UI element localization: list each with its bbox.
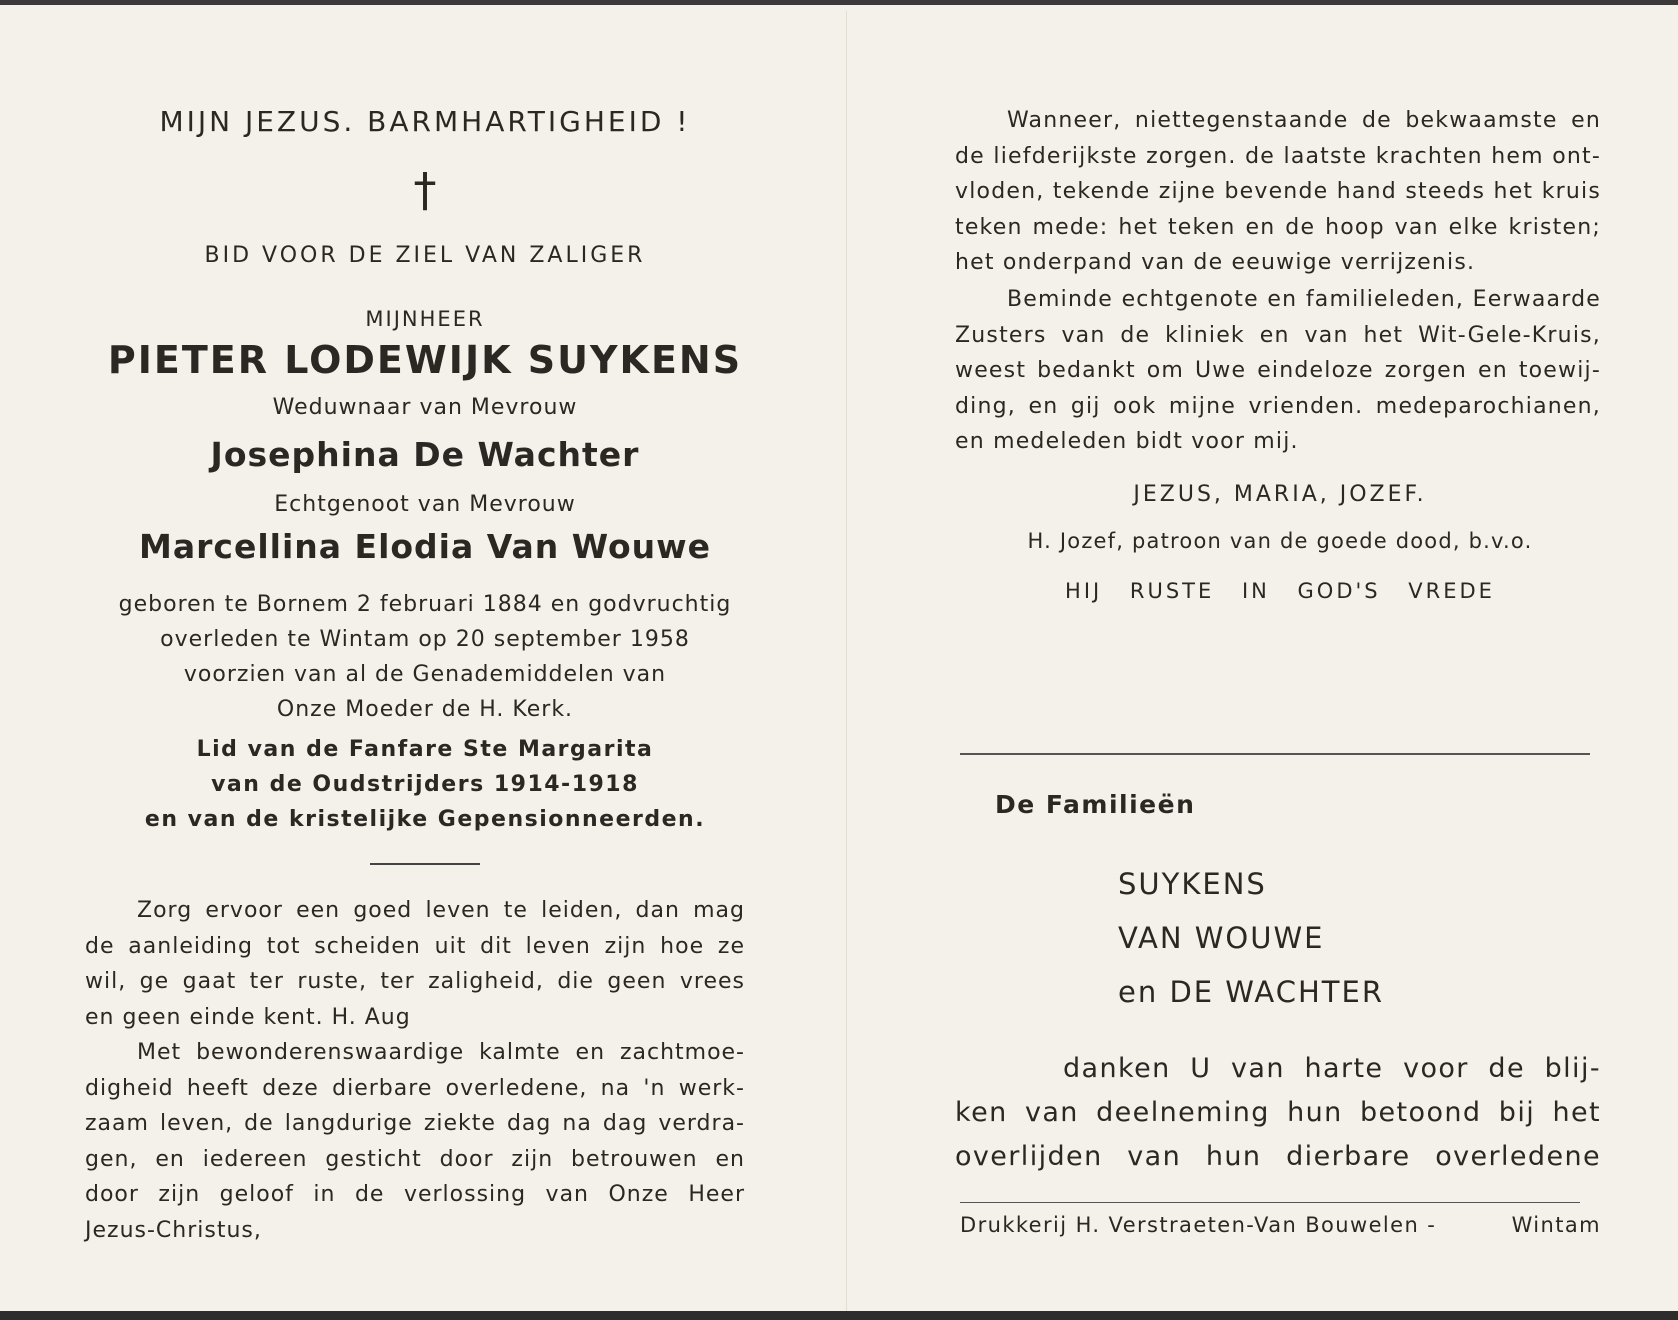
printer-credit	[960, 1213, 1601, 1237]
first-wife-name: Josephina De Wachter	[210, 435, 640, 474]
printer-name: Drukkerij H. Verstraeten-Van Bouwelen -	[960, 1213, 1437, 1237]
paragraph-line: de liefderijkste zorgen. de laatste krachten hem ont-	[955, 143, 1601, 169]
spouse-label: Echtgenoot van Mevrouw	[274, 492, 576, 517]
invocation: JEZUS, MARIA, JOZEF.	[1133, 482, 1427, 507]
tribute-line: gen, en iedereen gesticht door zijn betrouwen en	[85, 1146, 745, 1172]
card-fold	[846, 11, 847, 1311]
tribute-line: digheid heeft deze dierbare overledene, na 'n werk-	[85, 1075, 745, 1101]
bio-line: geboren te Bornem 2 februari 1884 en godvruchtig	[118, 592, 732, 617]
quote-line: Zorg ervoor een goed leven te leiden, dan mag	[137, 898, 745, 923]
birth-death-info	[85, 587, 765, 727]
farewell-paragraph	[955, 282, 1601, 460]
cross-icon: †	[413, 163, 437, 217]
membership-line: van de Oudstrijders 1914-1918	[211, 772, 639, 797]
bio-line: overleden te Wintam op 20 september 1958	[160, 627, 690, 652]
paragraph-line: teken mede: het teken en de hoop van elke kristen;	[955, 214, 1601, 240]
paragraph-line: weest bedankt om Uwe eindeloze zorgen en toewij-	[955, 358, 1601, 383]
paragraph-line: vloden, tekende zijne bevende hand steeds het kruis	[955, 179, 1601, 204]
quote-last-row	[85, 1000, 745, 1036]
second-wife-name: Marcellina Elodia Van Wouwe	[139, 527, 711, 566]
tribute-line: Jezus-Christus,	[85, 1217, 262, 1243]
paragraph-line: het onderpand van de eeuwige verrijzenis.	[955, 250, 1476, 275]
membership-line: Lid van de Fanfare Ste Margarita	[196, 737, 654, 762]
thanks-paragraph	[955, 1047, 1601, 1179]
quote-line: de aanleiding tot scheiden uit dit leven zijn hoe ze	[85, 933, 745, 959]
footer-rule	[960, 1202, 1580, 1203]
thanks-line: overlijden van hun dierbare overledene	[955, 1141, 1601, 1172]
paragraph-line: Beminde echtgenote en familieleden, Eerwaarde	[1007, 287, 1601, 312]
quote-line: wil, ge gaat ter ruste, ter zaligheid, die geen vrees	[85, 969, 745, 994]
family-names	[1118, 857, 1384, 1019]
bio-line: Onze Moeder de H. Kerk.	[276, 697, 574, 722]
paragraph-line: ding, en gij ook mijne vrienden. medeparochianen,	[955, 393, 1601, 419]
families-heading: De Familieën	[995, 790, 1196, 819]
quote-line: en geen einde kent.	[85, 1004, 324, 1030]
family-name: SUYKENS	[1118, 867, 1267, 901]
tribute-line: Met bewonderenswaardige kalmte en zachtmoe-	[137, 1040, 745, 1065]
paragraph-line: Zusters van de kliniek en van het Wit-Gele-Kruis,	[955, 322, 1601, 348]
quote-author: H. Aug	[331, 1004, 411, 1030]
prayer-header: MIJN JEZUS. BARMHARTIGHEID !	[159, 105, 691, 138]
pray-for-line: BID VOOR DE ZIEL VAN ZALIGER	[204, 243, 646, 268]
membership-line: en van de kristelijke Gepensionneerden.	[144, 807, 706, 832]
tribute-line: door zijn geloof in de verlossing van Onze Heer	[85, 1182, 745, 1207]
paragraph-line: en medeleden bidt voor mij.	[955, 429, 1299, 454]
deceased-name: PIETER LODEWIJK SUYKENS	[107, 338, 743, 382]
title-mijnheer: MIJNHEER	[365, 307, 485, 331]
bio-line: voorzien van al de Genademiddelen van	[183, 662, 667, 687]
tribute-paragraph	[85, 1035, 745, 1248]
rest-in-peace: HIJ RUSTE IN GOD'S VREDE	[1065, 579, 1495, 603]
last-moments-paragraph	[955, 103, 1601, 281]
widower-label: Weduwnaar van Mevrouw	[272, 395, 578, 420]
memberships	[85, 732, 765, 837]
augustine-quote	[85, 893, 745, 1035]
thanks-line: danken U van harte voor de blij-	[1063, 1053, 1601, 1084]
family-name: VAN WOUWE	[1118, 921, 1325, 955]
patron-line: H. Jozef, patroon van de goede dood, b.v.o.	[1027, 529, 1533, 553]
separator-line	[960, 753, 1590, 755]
tribute-line: zaam leven, de langdurige ziekte dag na dag verdra-	[85, 1111, 745, 1136]
paragraph-line: Wanneer, niettegenstaande de bekwaamste en	[1007, 108, 1601, 133]
divider	[370, 863, 480, 865]
printer-place: Wintam	[1511, 1213, 1601, 1237]
family-name: en DE WACHTER	[1118, 975, 1384, 1009]
thanks-line: ken van deelneming hun betoond bij het	[955, 1097, 1601, 1128]
